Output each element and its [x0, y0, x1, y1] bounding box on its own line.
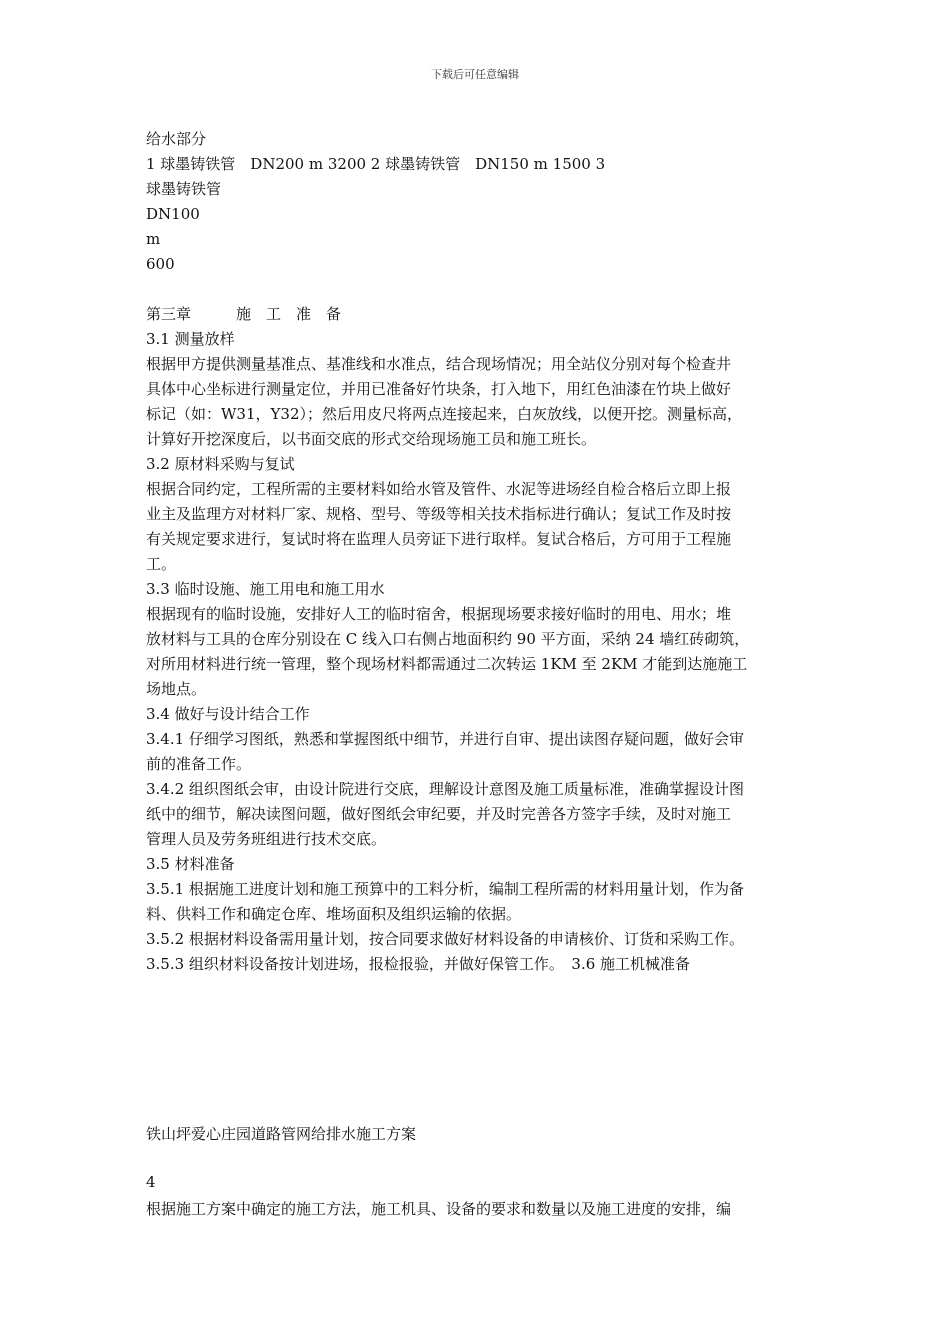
body-line: 管理人员及劳务班组进行技术交底。 — [146, 830, 387, 848]
body-line: 3.2 原材料采购与复试 — [146, 455, 295, 473]
body-line: 球墨铸铁管 — [146, 180, 222, 198]
body-line: 根据甲方提供测量基准点、基准线和水准点，结合现场情况；用全站仪分别对每个检查井 — [146, 355, 732, 373]
body-line: 根据现有的临时设施，安排好人工的临时宿舍，根据现场要求接好临时的用电、用水；堆 — [146, 605, 732, 623]
body-line: 标记（如：W31，Y32）；然后用皮尺将两点连接起来，白灰放线，以便开挖。测量标高， — [146, 405, 742, 423]
page-number: 4 — [146, 1173, 156, 1191]
body-line: 根据合同约定，工程所需的主要材料如给水管及管件、水泥等进场经自检合格后立即上报 — [146, 480, 732, 498]
body-line: 纸中的细节，解决读图问题，做好图纸会审纪要，并及时完善各方签字手续，及时对施工 — [146, 805, 732, 823]
body-line: 600 — [146, 255, 175, 273]
continuation-line: 根据施工方案中确定的施工方法，施工机具、设备的要求和数量以及施工进度的安排，编 — [146, 1200, 732, 1218]
body-line: 3.4.1 仔细学习图纸，熟悉和掌握图纸中细节，并进行自审、提出读图存疑问题，做好会审 — [146, 730, 744, 748]
document-title: 铁山坪爱心庄园道路管网给排水施工方案 — [146, 1125, 417, 1143]
body-line: m — [146, 230, 161, 248]
body-line: 1 球墨铸铁管 DN200 m 3200 2 球墨铸铁管 DN150 m 1500 3 — [146, 155, 606, 173]
body-line: DN100 — [146, 205, 200, 223]
body-line: 料、供料工作和确定仓库、堆场面积及组织运输的依据。 — [146, 905, 522, 923]
page-header-note: 下载后可任意编辑 — [431, 68, 519, 81]
body-line: 3.5 材料准备 — [146, 855, 235, 873]
body-line: 第三章 施 工 准 备 — [146, 305, 342, 323]
body-line: 给水部分 — [146, 130, 207, 148]
body-line: 场地点。 — [146, 680, 207, 698]
body-line: 前的准备工作。 — [146, 755, 252, 773]
body-line: 工。 — [146, 555, 177, 573]
body-line: 业主及监理方对材料厂家、规格、型号、等级等相关技术指标进行确认；复试工作及时按 — [146, 505, 732, 523]
body-line: 计算好开挖深度后，以书面交底的形式交给现场施工员和施工班长。 — [146, 430, 597, 448]
body-line: 3.5.3 组织材料设备按计划进场，报检报验，并做好保管工作。 3.6 施工机械准备 — [146, 955, 691, 973]
body-line: 3.3 临时设施、施工用电和施工用水 — [146, 580, 385, 598]
body-line: 放材料与工具的仓库分别设在 C 线入口右侧占地面积约 90 平方面，采纳 24 墙红砖砌筑， — [146, 630, 750, 648]
body-line: 有关规定要求进行，复试时将在监理人员旁证下进行取样。复试合格后，方可用于工程施 — [146, 530, 732, 548]
body-line: 3.5.1 根据施工进度计划和施工预算中的工料分析，编制工程所需的材料用量计划，作为备 — [146, 880, 744, 898]
body-line: 3.4.2 组织图纸会审，由设计院进行交底，理解设计意图及施工质量标准，准确掌握设计图 — [146, 780, 744, 798]
body-line: 具体中心坐标进行测量定位，并用已准备好竹块条，打入地下，用红色油漆在竹块上做好 — [146, 380, 732, 398]
body-line: 对所用材料进行统一管理，整个现场材料都需通过二次转运 1KM 至 2KM 才能到达施施工 — [146, 655, 748, 673]
body-line: 3.4 做好与设计结合工作 — [146, 705, 310, 723]
body-line: 3.5.2 根据材料设备需用量计划，按合同要求做好材料设备的申请核价、订货和采购工作。 — [146, 930, 744, 948]
body-line: 3.1 测量放样 — [146, 330, 235, 348]
